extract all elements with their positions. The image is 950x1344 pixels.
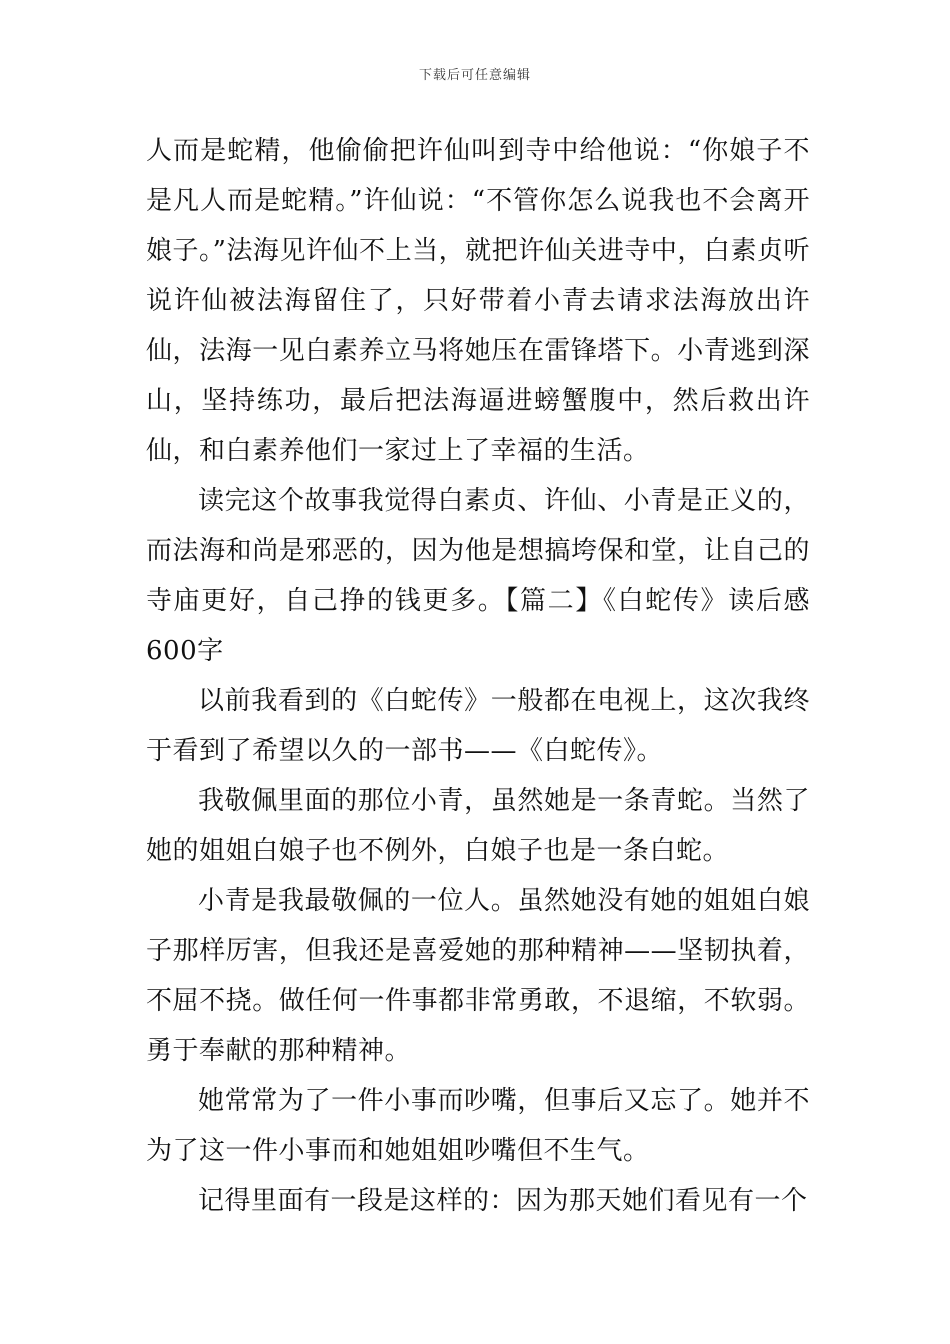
paragraph: 以前我看到的《白蛇传》一般都在电视上，这次我终于看到了希望以久的一部书——《白蛇传》。 [146,686,810,766]
paragraph: 记得里面有一段是这样的：因为那天她们看见有一个 [198,1186,808,1216]
paragraph: 读完这个故事我觉得白素贞、许仙、小青是正义的，而法海和尚是邪恶的，因为他是想搞垮保和堂，让自己的寺庙更好，自己挣的钱更多。【篇二】《白蛇传》读后感600字 [146,486,810,666]
document-body [146,126,810,1226]
paragraph: 我敬佩里面的那位小青，虽然她是一条青蛇。当然了她的姐姐白娘子也不例外，白娘子也是一条白蛇。 [146,786,810,866]
paragraph: 人而是蛇精，他偷偷把许仙叫到寺中给他说：“你娘子不是凡人而是蛇精。”许仙说：“不管你怎么说我也不会离开娘子。”法海见许仙不上当，就把许仙关进寺中，白素贞听说许仙被法海留住了，只好带着小青去请求法海放出许仙，法海一见白素养立马将她压在雷锋塔下。小青逃到深山，坚持练功，最后把法海逼进螃蟹腹中，然后救出许仙，和白素养他们一家过上了幸福的生活。 [146,136,810,466]
page-header: 下载后可任意编辑 [418,68,531,83]
paragraph: 她常常为了一件小事而吵嘴，但事后又忘了。她并不为了这一件小事而和她姐姐吵嘴但不生气。 [146,1086,810,1166]
paragraph: 小青是我最敬佩的一位人。虽然她没有她的姐姐白娘子那样厉害，但我还是喜爱她的那种精神——坚韧执着，不屈不挠。做任何一件事都非常勇敢，不退缩，不软弱。勇于奉献的那种精神。 [146,886,810,1066]
